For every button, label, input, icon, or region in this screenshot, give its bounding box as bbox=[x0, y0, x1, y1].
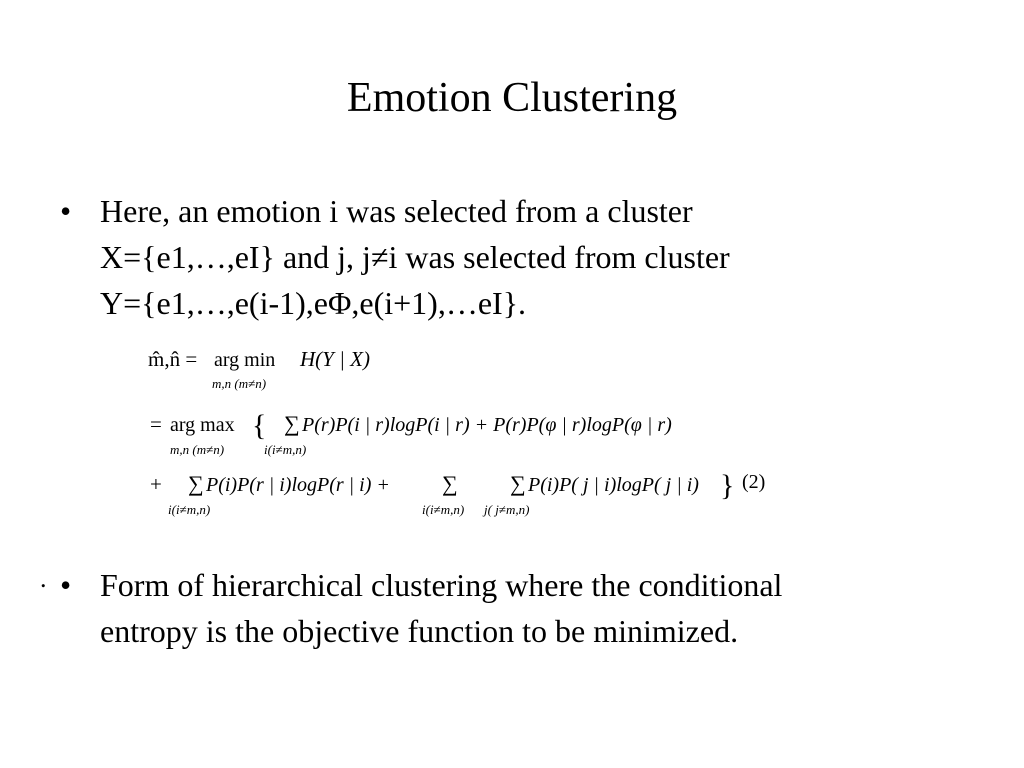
formula-sum-subscript: i(i≠m,n) bbox=[168, 502, 211, 517]
formula-sum: ∑ bbox=[442, 471, 458, 496]
bullet-marker: • bbox=[60, 567, 72, 603]
formula-sum-subscript: i(i≠m,n) bbox=[264, 442, 307, 457]
bullet-line: Y={e1,…,e(i-1),eΦ,e(i+1),…eI}. bbox=[100, 285, 527, 321]
formula-expression: H(Y | X) bbox=[300, 347, 370, 371]
formula-open-brace: { bbox=[252, 409, 267, 442]
bullet-line: entropy is the objective function to be minimized. bbox=[100, 613, 739, 649]
formula-expression: P(i)P( j | i)logP( j | i) bbox=[528, 474, 699, 496]
formula-operator-subscript: m,n (m≠n) bbox=[212, 376, 267, 391]
formula-sum-subscript: i(i≠m,n) bbox=[422, 502, 465, 517]
formula-sum: ∑ bbox=[284, 411, 300, 436]
formula-equals: = bbox=[150, 412, 162, 436]
formula-plus: + bbox=[150, 472, 162, 496]
slide-title: Emotion Clustering bbox=[346, 75, 678, 121]
bullet-text bbox=[100, 188, 980, 326]
formula-sum-subscript: j( j≠m,n) bbox=[484, 502, 530, 517]
formula-equation-number: (2) bbox=[742, 471, 766, 493]
formula-lhs: m̂,n̂ = bbox=[148, 347, 198, 371]
formula-operator: arg min bbox=[214, 349, 276, 371]
bullet-line: Here, an emotion i was selected from a cluster bbox=[100, 193, 693, 229]
stray-bullet-marker: . bbox=[40, 564, 47, 593]
entropy-formula bbox=[148, 340, 788, 530]
bullet-text bbox=[100, 562, 980, 654]
formula-operator-subscript: m,n (m≠n) bbox=[170, 442, 225, 457]
bullet-line: X={e1,…,eI} and j, j≠i was selected from cluster bbox=[100, 239, 730, 275]
formula-sum: ∑ bbox=[510, 471, 526, 496]
formula-expression: P(r)P(i | r)logP(i | r) + P(r)P(φ | r)logP(φ | r) bbox=[302, 414, 672, 436]
formula-operator: arg max bbox=[170, 414, 235, 436]
formula-close-brace: } bbox=[720, 469, 735, 502]
bullet-marker: • bbox=[60, 193, 72, 229]
bullet-line: Form of hierarchical clustering where the conditional bbox=[100, 567, 783, 603]
formula-expression: P(i)P(r | i)logP(r | i) + bbox=[206, 474, 390, 496]
formula-sum: ∑ bbox=[188, 471, 204, 496]
